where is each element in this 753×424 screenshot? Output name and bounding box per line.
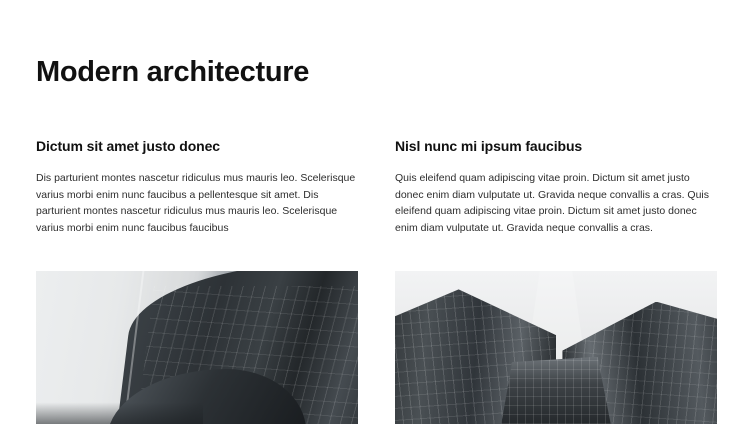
photo-skyscrapers-upward: [395, 271, 717, 424]
column-right: [395, 138, 717, 236]
page-title: Modern architecture: [36, 56, 310, 88]
column-left-heading: Dictum sit amet justo donec: [36, 138, 220, 154]
photo-1-shadow-base: [36, 400, 203, 424]
images-container: [36, 271, 717, 424]
column-left-body: Dis parturient montes nascetur ridiculus mus mauris leo. Scelerisque varius morbi enim nunc faucibus a pellentesque sit amet. Dis parturient montes nascetur ridiculus mus mauris leo. Scelerisque varius morbi enim nunc faucibus faucibus: [36, 172, 356, 234]
photo-2-center-tower-windows: [501, 357, 610, 424]
columns-container: [36, 138, 717, 236]
column-left: [36, 138, 358, 236]
column-right-heading: Nisl nunc mi ipsum faucibus: [395, 138, 583, 154]
photo-curved-glass-facade: [36, 271, 358, 424]
column-right-body: Quis eleifend quam adipiscing vitae proin. Dictum sit amet justo donec enim diam vulputate ut. Gravida neque convallis a cras. Quis eleifend quam adipiscing vitae proin. Dictum sit amet justo donec enim diam vulputate ut. Gravida neque convallis a cras.: [395, 172, 710, 234]
